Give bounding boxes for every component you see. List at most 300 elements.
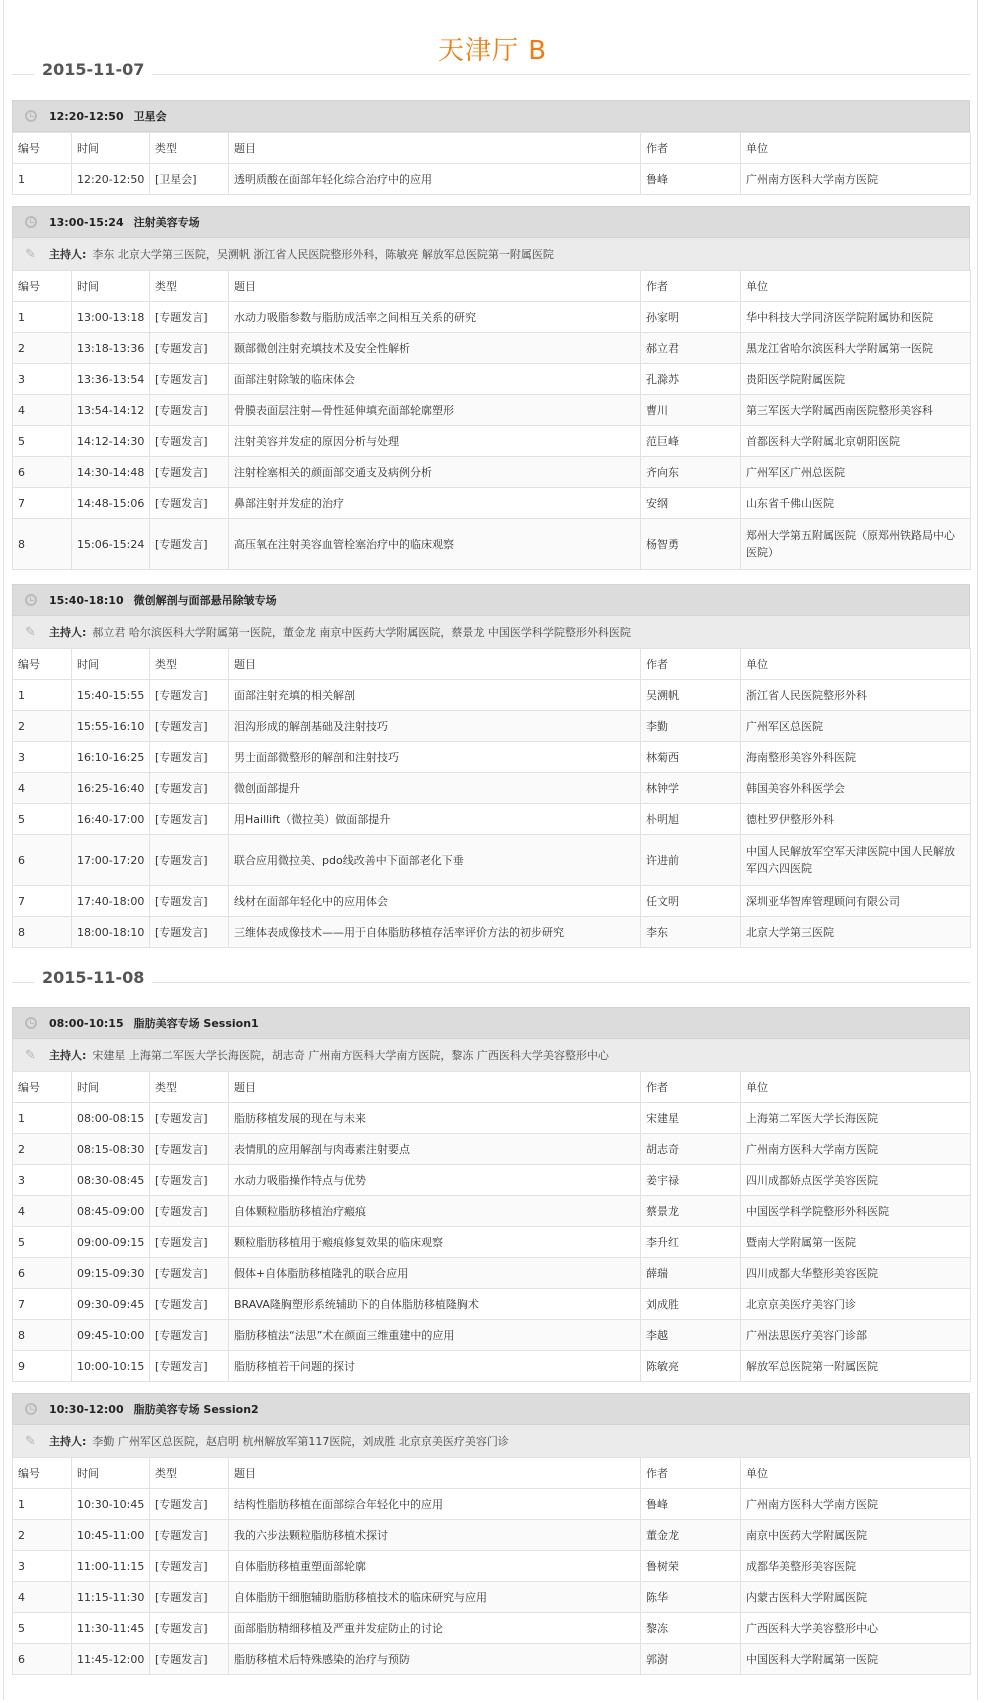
- item-topic: 自体脂肪移植重塑面部轮廓: [229, 1551, 641, 1582]
- session-table: [12, 132, 971, 195]
- item-unit: 中国医科大学附属第一医院: [741, 1644, 971, 1675]
- host-label: 主持人:: [49, 248, 87, 261]
- item-number: 1: [13, 1489, 72, 1520]
- item-time: 08:15-08:30: [72, 1134, 150, 1165]
- item-author: 刘成胜: [641, 1289, 741, 1320]
- item-topic: 高压氧在注射美容血管栓塞治疗中的临床观察: [229, 519, 641, 570]
- item-unit: 山东省千佛山医院: [741, 488, 971, 519]
- item-time: 15:40-15:55: [72, 680, 150, 711]
- session-table: [12, 270, 971, 570]
- column-header: 题目: [229, 1072, 641, 1103]
- item-number: 3: [13, 364, 72, 395]
- item-topic: 假体+自体脂肪移植隆乳的联合应用: [229, 1258, 641, 1289]
- session-table: [12, 1071, 971, 1382]
- item-unit: 华中科技大学同济医学院附属协和医院: [741, 302, 971, 333]
- item-time: 09:45-10:00: [72, 1320, 150, 1351]
- session-table: [12, 648, 971, 948]
- page-title: 天津厅 B: [437, 36, 548, 66]
- item-number: 5: [13, 804, 72, 835]
- item-type: [专题发言]: [150, 886, 229, 917]
- item-unit: 广州南方医科大学南方医院: [741, 1134, 971, 1165]
- item-time: 11:15-11:30: [72, 1582, 150, 1613]
- table-row: [13, 1489, 971, 1520]
- item-number: 2: [13, 1134, 72, 1165]
- item-unit: 广州法思医疗美容门诊部: [741, 1320, 971, 1351]
- item-topic: 自体颗粒脂肪移植治疗瘢痕: [229, 1196, 641, 1227]
- session-time: 13:00-15:24: [49, 215, 124, 229]
- item-author: 黎冻: [641, 1613, 741, 1644]
- host-row: [12, 616, 970, 648]
- item-topic: 线材在面部年轻化中的应用体会: [229, 886, 641, 917]
- session-block: [12, 100, 970, 195]
- item-author: 蔡景龙: [641, 1196, 741, 1227]
- item-number: 3: [13, 1551, 72, 1582]
- item-type: [专题发言]: [150, 302, 229, 333]
- clock-icon: [25, 594, 37, 606]
- item-author: 李升红: [641, 1227, 741, 1258]
- item-author: 吴溯帆: [641, 680, 741, 711]
- item-type: [专题发言]: [150, 395, 229, 426]
- item-unit: 韩国美容外科医学会: [741, 773, 971, 804]
- item-author: 李东: [641, 917, 741, 948]
- column-header: 时间: [72, 1458, 150, 1489]
- session-header: [12, 206, 970, 238]
- item-type: [专题发言]: [150, 742, 229, 773]
- item-type: [专题发言]: [150, 773, 229, 804]
- session-table: [12, 1457, 971, 1675]
- column-header: 作者: [641, 271, 741, 302]
- item-type: [专题发言]: [150, 1551, 229, 1582]
- item-author: 鲁峰: [641, 164, 741, 195]
- item-topic: 水动力吸脂参数与脂肪成活率之间相互关系的研究: [229, 302, 641, 333]
- table-row: [13, 1258, 971, 1289]
- item-author: 薛瑞: [641, 1258, 741, 1289]
- item-topic: 注射栓塞相关的颜面部交通支及病例分析: [229, 457, 641, 488]
- session-block: [12, 584, 970, 948]
- item-author: 孔滁苏: [641, 364, 741, 395]
- item-unit: 贵阳医学院附属医院: [741, 364, 971, 395]
- table-row: [13, 773, 971, 804]
- session-time: 15:40-18:10: [49, 593, 124, 607]
- column-header: 类型: [150, 133, 229, 164]
- item-unit: 黑龙江省哈尔滨医科大学附属第一医院: [741, 333, 971, 364]
- column-header: 编号: [13, 133, 72, 164]
- item-author: 鲁峰: [641, 1489, 741, 1520]
- item-unit: 郑州大学第五附属医院（原郑州铁路局中心医院）: [741, 519, 971, 570]
- item-unit: 四川成都娇点医学美容医院: [741, 1165, 971, 1196]
- item-type: [专题发言]: [150, 1351, 229, 1382]
- item-topic: 面部注射除皱的临床体会: [229, 364, 641, 395]
- host-row: [12, 1425, 970, 1457]
- table-row: [13, 886, 971, 917]
- item-type: [专题发言]: [150, 1196, 229, 1227]
- table-row: [13, 835, 971, 886]
- item-topic: 泪沟形成的解剖基础及注射技巧: [229, 711, 641, 742]
- item-topic: 自体脂肪干细胞辅助脂肪移植技术的临床研究与应用: [229, 1582, 641, 1613]
- item-time: 13:36-13:54: [72, 364, 150, 395]
- column-header: 编号: [13, 271, 72, 302]
- item-type: [专题发言]: [150, 1227, 229, 1258]
- column-header: 类型: [150, 649, 229, 680]
- column-header: 单位: [741, 271, 971, 302]
- column-header: 作者: [641, 133, 741, 164]
- item-unit: 广州南方医科大学南方医院: [741, 1489, 971, 1520]
- item-type: [专题发言]: [150, 1103, 229, 1134]
- item-number: 6: [13, 1644, 72, 1675]
- table-row: [13, 364, 971, 395]
- item-number: 1: [13, 302, 72, 333]
- session-block: [12, 206, 970, 570]
- item-author: 曹川: [641, 395, 741, 426]
- item-time: 10:30-10:45: [72, 1489, 150, 1520]
- item-time: 08:45-09:00: [72, 1196, 150, 1227]
- item-author: 朴明旭: [641, 804, 741, 835]
- column-header: 单位: [741, 649, 971, 680]
- item-time: 16:25-16:40: [72, 773, 150, 804]
- table-row: [13, 1320, 971, 1351]
- item-number: 9: [13, 1351, 72, 1382]
- host-label: 主持人:: [49, 626, 87, 639]
- item-type: [专题发言]: [150, 804, 229, 835]
- item-unit: 四川成都大华整形美容医院: [741, 1258, 971, 1289]
- table-row: [13, 333, 971, 364]
- session-time: 10:30-12:00: [49, 1402, 124, 1416]
- item-unit: 德杜罗伊整形外科: [741, 804, 971, 835]
- item-unit: 中国人民解放军空军天津医院中国人民解放军四六四医院: [741, 835, 971, 886]
- clock-icon: [25, 1403, 37, 1415]
- table-row: [13, 742, 971, 773]
- item-unit: 北京京美医疗美容门诊: [741, 1289, 971, 1320]
- session-block: [12, 1393, 970, 1675]
- item-author: 李勤: [641, 711, 741, 742]
- session-header: [12, 1393, 970, 1425]
- item-time: 09:30-09:45: [72, 1289, 150, 1320]
- item-number: 4: [13, 1582, 72, 1613]
- item-unit: 海南整形美容外科医院: [741, 742, 971, 773]
- item-type: [专题发言]: [150, 457, 229, 488]
- item-unit: 第三军医大学附属西南医院整形美容科: [741, 395, 971, 426]
- table-row: [13, 711, 971, 742]
- session-title: 脂肪美容专场 Session1: [133, 1017, 259, 1030]
- item-author: 郝立君: [641, 333, 741, 364]
- item-topic: 用Haillift（微拉美）做面部提升: [229, 804, 641, 835]
- host-names: 李东 北京大学第三医院，吴溯帆 浙江省人民医院整形外科，陈敏亮 解放军总医院第一附属医院: [92, 248, 554, 261]
- item-topic: 我的六步法颗粒脂肪移植术探讨: [229, 1520, 641, 1551]
- column-header: 作者: [641, 1072, 741, 1103]
- column-header: 时间: [72, 271, 150, 302]
- pin-icon: ✎: [25, 246, 36, 262]
- item-unit: 广州军区广州总医院: [741, 457, 971, 488]
- table-row: [13, 1165, 971, 1196]
- item-time: 11:30-11:45: [72, 1613, 150, 1644]
- host-names: 宋建星 上海第二军医大学长海医院，胡志奇 广州南方医科大学南方医院，黎冻 广西医科大学美容整形中心: [92, 1049, 609, 1062]
- item-time: 15:06-15:24: [72, 519, 150, 570]
- pin-icon: ✎: [25, 1433, 36, 1449]
- item-number: 4: [13, 395, 72, 426]
- session-time: 12:20-12:50: [49, 109, 124, 123]
- date-text: 2015-11-07: [34, 60, 152, 79]
- table-header-row: [13, 133, 971, 164]
- item-type: [专题发言]: [150, 1613, 229, 1644]
- session-title: 脂肪美容专场 Session2: [133, 1403, 259, 1416]
- item-author: 齐向东: [641, 457, 741, 488]
- item-type: [专题发言]: [150, 1520, 229, 1551]
- table-row: [13, 1644, 971, 1675]
- date-text: 2015-11-08: [34, 968, 152, 987]
- host-row: [12, 1039, 970, 1071]
- item-time: 08:30-08:45: [72, 1165, 150, 1196]
- item-time: 13:00-13:18: [72, 302, 150, 333]
- table-row: [13, 680, 971, 711]
- item-number: 7: [13, 488, 72, 519]
- item-author: 姜宇禄: [641, 1165, 741, 1196]
- host-label: 主持人:: [49, 1049, 87, 1062]
- item-unit: 解放军总医院第一附属医院: [741, 1351, 971, 1382]
- column-header: 题目: [229, 649, 641, 680]
- item-author: 林菊西: [641, 742, 741, 773]
- item-time: 12:20-12:50: [72, 164, 150, 195]
- item-topic: 水动力吸脂操作特点与优势: [229, 1165, 641, 1196]
- item-type: [卫星会]: [150, 164, 229, 195]
- item-time: 08:00-08:15: [72, 1103, 150, 1134]
- pin-icon: ✎: [25, 1047, 36, 1063]
- item-number: 5: [13, 426, 72, 457]
- item-type: [专题发言]: [150, 917, 229, 948]
- item-type: [专题发言]: [150, 835, 229, 886]
- column-header: 时间: [72, 133, 150, 164]
- host-names: 李勤 广州军区总医院，赵启明 杭州解放军第117医院，刘成胜 北京京美医疗美容门诊: [92, 1435, 509, 1448]
- item-time: 10:45-11:00: [72, 1520, 150, 1551]
- item-time: 14:48-15:06: [72, 488, 150, 519]
- item-number: 6: [13, 1258, 72, 1289]
- item-number: 6: [13, 457, 72, 488]
- table-header-row: [13, 1072, 971, 1103]
- table-row: [13, 804, 971, 835]
- item-author: 李越: [641, 1320, 741, 1351]
- item-time: 16:40-17:00: [72, 804, 150, 835]
- table-row: [13, 1520, 971, 1551]
- date-divider: [12, 74, 970, 75]
- item-topic: 透明质酸在面部年轻化综合治疗中的应用: [229, 164, 641, 195]
- item-number: 8: [13, 519, 72, 570]
- item-type: [专题发言]: [150, 1644, 229, 1675]
- item-unit: 暨南大学附属第一医院: [741, 1227, 971, 1258]
- column-header: 编号: [13, 649, 72, 680]
- item-topic: BRAVA隆胸塑形系统辅助下的自体脂肪移植隆胸术: [229, 1289, 641, 1320]
- item-number: 1: [13, 680, 72, 711]
- item-unit: 北京大学第三医院: [741, 917, 971, 948]
- item-topic: 结构性脂肪移植在面部综合年轻化中的应用: [229, 1489, 641, 1520]
- item-topic: 表情肌的应用解剖与肉毒素注射要点: [229, 1134, 641, 1165]
- table-row: [13, 1351, 971, 1382]
- item-type: [专题发言]: [150, 680, 229, 711]
- item-number: 4: [13, 1196, 72, 1227]
- column-header: 时间: [72, 1072, 150, 1103]
- item-author: 陈华: [641, 1582, 741, 1613]
- column-header: 类型: [150, 1458, 229, 1489]
- item-unit: 内蒙古医科大学附属医院: [741, 1582, 971, 1613]
- table-row: [13, 917, 971, 948]
- item-number: 3: [13, 1165, 72, 1196]
- item-topic: 颗粒脂肪移植用于瘢痕修复效果的临床观察: [229, 1227, 641, 1258]
- date-divider: [12, 982, 970, 983]
- column-header: 作者: [641, 1458, 741, 1489]
- date-heading: [12, 966, 970, 996]
- table-row: [13, 1289, 971, 1320]
- column-header: 题目: [229, 271, 641, 302]
- item-number: 2: [13, 1520, 72, 1551]
- column-header: 单位: [741, 1458, 971, 1489]
- item-author: 孙家明: [641, 302, 741, 333]
- item-type: [专题发言]: [150, 426, 229, 457]
- item-number: 1: [13, 164, 72, 195]
- item-type: [专题发言]: [150, 1489, 229, 1520]
- column-header: 作者: [641, 649, 741, 680]
- table-row: [13, 1196, 971, 1227]
- item-topic: 微创面部提升: [229, 773, 641, 804]
- item-time: 17:40-18:00: [72, 886, 150, 917]
- item-author: 陈敏亮: [641, 1351, 741, 1382]
- table-row: [13, 519, 971, 570]
- item-unit: 深圳亚华智库管理顾问有限公司: [741, 886, 971, 917]
- item-unit: 首都医科大学附属北京朝阳医院: [741, 426, 971, 457]
- item-type: [专题发言]: [150, 1320, 229, 1351]
- item-unit: 南京中医药大学附属医院: [741, 1520, 971, 1551]
- item-author: 宋建星: [641, 1103, 741, 1134]
- column-header: 编号: [13, 1072, 72, 1103]
- item-author: 范巨峰: [641, 426, 741, 457]
- table-row: [13, 302, 971, 333]
- item-number: 5: [13, 1613, 72, 1644]
- item-number: 7: [13, 886, 72, 917]
- clock-icon: [25, 110, 37, 122]
- item-time: 14:30-14:48: [72, 457, 150, 488]
- item-author: 任文明: [641, 886, 741, 917]
- date-heading: [12, 58, 970, 88]
- item-unit: 广州南方医科大学南方医院: [741, 164, 971, 195]
- item-author: 胡志奇: [641, 1134, 741, 1165]
- column-header: 单位: [741, 1072, 971, 1103]
- item-author: 许进前: [641, 835, 741, 886]
- session-title: 卫星会: [133, 110, 167, 123]
- item-unit: 广州军区总医院: [741, 711, 971, 742]
- item-author: 林钟学: [641, 773, 741, 804]
- item-type: [专题发言]: [150, 1289, 229, 1320]
- item-topic: 脂肪移植术后特殊感染的治疗与预防: [229, 1644, 641, 1675]
- clock-icon: [25, 216, 37, 228]
- item-time: 13:18-13:36: [72, 333, 150, 364]
- table-row: [13, 1227, 971, 1258]
- session-header: [12, 100, 970, 132]
- item-unit: 浙江省人民医院整形外科: [741, 680, 971, 711]
- clock-icon: [25, 1017, 37, 1029]
- item-type: [专题发言]: [150, 1134, 229, 1165]
- item-number: 3: [13, 742, 72, 773]
- item-topic: 颞部微创注射充填技术及安全性解析: [229, 333, 641, 364]
- table-row: [13, 1613, 971, 1644]
- column-header: 题目: [229, 1458, 641, 1489]
- column-header: 题目: [229, 133, 641, 164]
- item-time: 11:00-11:15: [72, 1551, 150, 1582]
- item-topic: 注射美容并发症的原因分析与处理: [229, 426, 641, 457]
- table-row: [13, 1134, 971, 1165]
- item-time: 17:00-17:20: [72, 835, 150, 886]
- item-number: 8: [13, 1320, 72, 1351]
- item-number: 8: [13, 917, 72, 948]
- item-topic: 脂肪移植发展的现在与未来: [229, 1103, 641, 1134]
- table-header-row: [13, 649, 971, 680]
- item-topic: 联合应用微拉美、pdo线改善中下面部老化下垂: [229, 835, 641, 886]
- item-number: 2: [13, 333, 72, 364]
- item-author: 郭澍: [641, 1644, 741, 1675]
- host-label: 主持人:: [49, 1435, 87, 1448]
- session-time: 08:00-10:15: [49, 1016, 124, 1030]
- item-time: 18:00-18:10: [72, 917, 150, 948]
- session-header: [12, 584, 970, 616]
- table-header-row: [13, 1458, 971, 1489]
- item-number: 6: [13, 835, 72, 886]
- table-row: [13, 1582, 971, 1613]
- item-author: 安纲: [641, 488, 741, 519]
- column-header: 时间: [72, 649, 150, 680]
- item-author: 鲁树荣: [641, 1551, 741, 1582]
- item-topic: 脂肪移植法“法思”术在颜面三维重建中的应用: [229, 1320, 641, 1351]
- item-topic: 面部注射充填的相关解剖: [229, 680, 641, 711]
- host-row: [12, 238, 970, 270]
- session-header: [12, 1007, 970, 1039]
- item-author: 杨智勇: [641, 519, 741, 570]
- item-topic: 鼻部注射并发症的治疗: [229, 488, 641, 519]
- item-time: 09:00-09:15: [72, 1227, 150, 1258]
- table-header-row: [13, 271, 971, 302]
- item-topic: 面部脂肪精细移植及严重并发症防止的讨论: [229, 1613, 641, 1644]
- item-time: 15:55-16:10: [72, 711, 150, 742]
- item-type: [专题发言]: [150, 488, 229, 519]
- item-unit: 广西医科大学美容整形中心: [741, 1613, 971, 1644]
- item-number: 1: [13, 1103, 72, 1134]
- item-type: [专题发言]: [150, 1165, 229, 1196]
- item-type: [专题发言]: [150, 1258, 229, 1289]
- item-unit: 成都华美整形美容医院: [741, 1551, 971, 1582]
- item-unit: 中国医学科学院整形外科医院: [741, 1196, 971, 1227]
- item-time: 10:00-10:15: [72, 1351, 150, 1382]
- pin-icon: ✎: [25, 624, 36, 640]
- item-number: 5: [13, 1227, 72, 1258]
- item-time: 11:45-12:00: [72, 1644, 150, 1675]
- item-type: [专题发言]: [150, 519, 229, 570]
- table-row: [13, 488, 971, 519]
- host-names: 郝立君 哈尔滨医科大学附属第一医院，董金龙 南京中医药大学附属医院，蔡景龙 中国医学科学院整形外科医院: [92, 626, 631, 639]
- item-time: 09:15-09:30: [72, 1258, 150, 1289]
- item-time: 13:54-14:12: [72, 395, 150, 426]
- table-row: [13, 164, 971, 195]
- column-header: 编号: [13, 1458, 72, 1489]
- item-type: [专题发言]: [150, 364, 229, 395]
- column-header: 单位: [741, 133, 971, 164]
- column-header: 类型: [150, 271, 229, 302]
- item-number: 4: [13, 773, 72, 804]
- table-row: [13, 1551, 971, 1582]
- session-title: 注射美容专场: [133, 216, 200, 229]
- table-row: [13, 426, 971, 457]
- item-type: [专题发言]: [150, 1582, 229, 1613]
- item-topic: 骨膜表面层注射—骨性延伸填充面部轮廓塑形: [229, 395, 641, 426]
- item-topic: 三维体表成像技术——用于自体脂肪移植存活率评价方法的初步研究: [229, 917, 641, 948]
- column-header: 类型: [150, 1072, 229, 1103]
- item-author: 董金龙: [641, 1520, 741, 1551]
- item-type: [专题发言]: [150, 333, 229, 364]
- item-topic: 男士面部微整形的解剖和注射技巧: [229, 742, 641, 773]
